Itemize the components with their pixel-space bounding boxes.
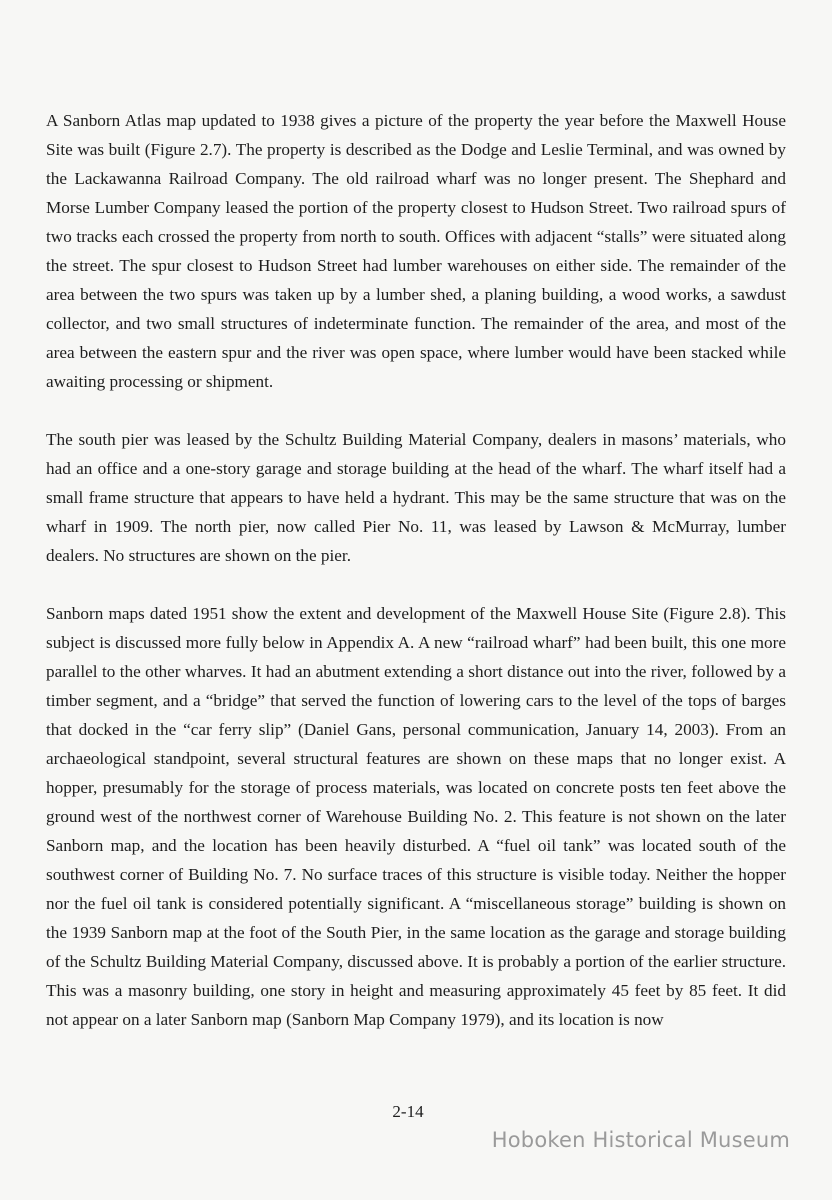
paragraph-3: Sanborn maps dated 1951 show the extent and development of the Maxwell House Site (Figure 2.8). This subject is discussed more fully below in Appendix A. A new “railroad wharf” had been built, this one more parallel to the other wharves. It had an abutment extending a short distance out into the river, followed by a timber segment, and a “bridge” that served the function of lowering cars to the level of the tops of barges that docked in the “car ferry slip” (Daniel Gans, personal communication, January 14, 2003). From an archaeological standpoint, several structural features are shown on these maps that no longer exist. A hopper, presumably for the storage of process materials, was located on concrete posts ten feet above the ground west of the northwest corner of Warehouse Building No. 2. This feature is not shown on the later Sanborn map, and the location has been heavily disturbed. A “fuel oil tank” was located south of the southwest corner of Building No. 7. No surface traces of this structure is visible today. Neither the hopper nor the fuel oil tank is considered potentially significant. A “miscellaneous storage” building is shown on the 1939 Sanborn map at the foot of the South Pier, in the same location as the garage and storage building of the Schultz Building Material Company, discussed above. It is probably a portion of the earlier structure. This was a masonry building, one story in height and measuring approximately 45 feet by 85 feet. It did not appear on a later Sanborn map (Sanborn Map Company 1979), and its location is now <box>46 604 786 1029</box>
paragraph-1: A Sanborn Atlas map updated to 1938 gives a picture of the property the year before the Maxwell House Site was built (Figure 2.7). The property is described as the Dodge and Leslie Terminal, and was owned by the Lackawanna Railroad Company. The old railroad wharf was no longer present. The Shephard and Morse Lumber Company leased the portion of the property closest to Hudson Street. Two railroad spurs of two tracks each crossed the property from north to south. Offices with adjacent “stalls” were situated along the street. The spur closest to Hudson Street had lumber warehouses on either side. The remainder of the area between the two spurs was taken up by a lumber shed, a planing building, a wood works, a sawdust collector, and two small structures of indeterminate function. The remainder of the area, and most of the area between the eastern spur and the river was open space, where lumber would have been stacked while awaiting processing or shipment. <box>46 111 786 391</box>
page-number: 2-14 <box>392 1102 424 1121</box>
watermark: Hoboken Historical Museum <box>491 1128 790 1152</box>
paragraph-2: The south pier was leased by the Schultz Building Material Company, dealers in masons’ materials, who had an office and a one-story garage and storage building at the head of the wharf. The wharf itself had a small frame structure that appears to have held a hydrant. This may be the same structure that was on the wharf in 1909. The north pier, now called Pier No. 11, was leased by Lawson & McMurray, lumber dealers. No structures are shown on the pier. <box>46 430 786 565</box>
body-text <box>46 106 786 1063</box>
